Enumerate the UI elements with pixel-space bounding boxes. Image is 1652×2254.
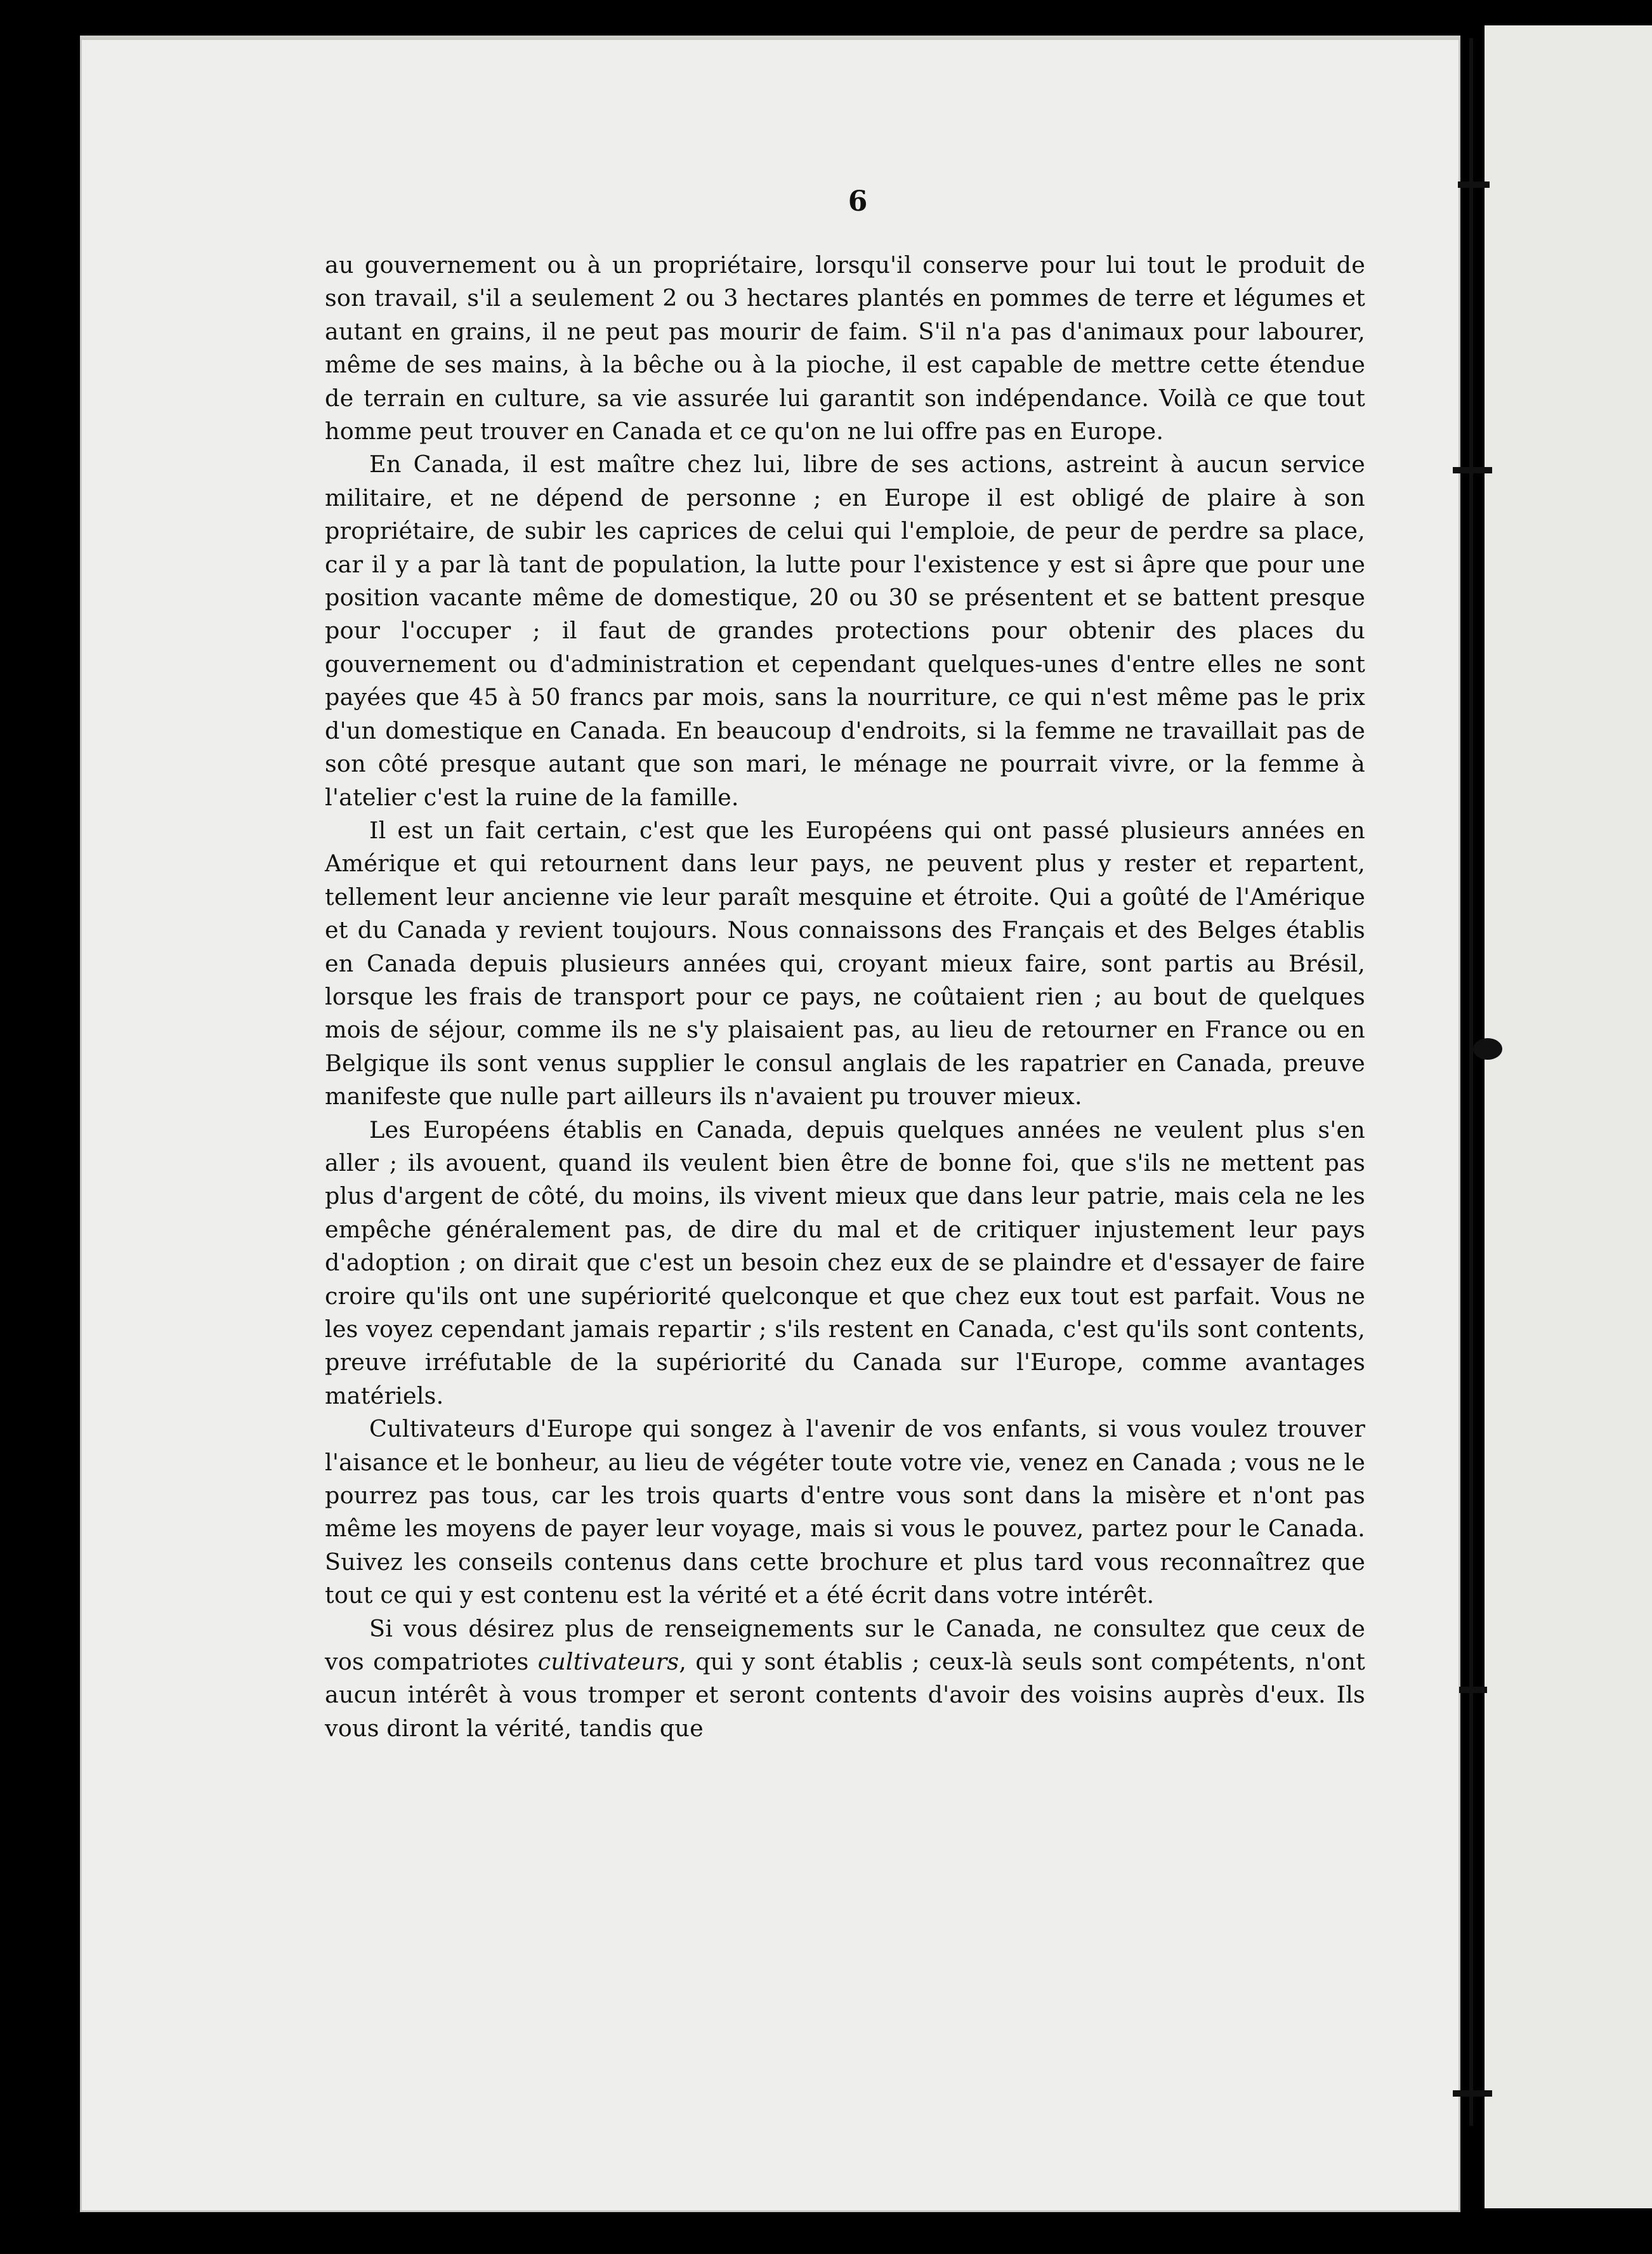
binding-blot	[1473, 1038, 1502, 1060]
binding-mark	[1459, 1687, 1487, 1693]
paragraph-6-start: Si vous désirez plus de renseignements sur le Canada, ne consultez que ceux de vos compatriotes	[325, 1614, 1365, 1676]
binding-line	[1469, 38, 1473, 2126]
adjacent-page-strip	[1485, 25, 1652, 2208]
binding-mark	[1453, 2090, 1492, 2097]
paragraph-6-end: , qui y sont établis ; ceux-là seuls sont compétents, n'ont aucun intérêt à vous tromper et seront contents d'avoir des voisins auprès d'eux. Ils vous diront la vérité, tandis que	[325, 1648, 1365, 1742]
emphasized-word: cultivateurs	[537, 1648, 679, 1676]
paragraph-4: Les Européens établis en Canada, depuis quelques années ne veulent plus s'en aller ; ils avouent, quand ils veulent bien être de bonne foi, que s'ils ne mettent pas plus d'argent de côté, du moins, ils vivent mieux que dans leur patrie, mais cela ne les empêche généralement pas, de dire du mal et de critiquer injustement leur pays d'adoption ; on dirait que c'est un besoin chez eux de se plaindre et d'essayer de faire croire qu'ils ont une supériorité quelconque et que chez eux tout est parfait. Vous ne les voyez cependant jamais repartir ; s'ils restent en Canada, c'est qu'ils sont contents, preuve irréfutable de la supériorité du Canada sur l'Europe, comme avantages matériels.	[325, 1116, 1365, 1409]
paragraph-1: au gouvernement ou à un propriétaire, lorsqu'il conserve pour lui tout le produit de son travail, s'il a seulement 2 ou 3 hectares plantés en pommes de terre et légumes et autant en grains, il ne peut pas mourir de faim. S'il n'a pas d'animaux pour labourer, même de ses mains, à la bêche ou à la pioche, il est capable de mettre cette étendue de terrain en culture, sa vie assurée lui garantit son indépendance. Voilà ce que tout homme peut trouver en Canada et ce qu'on ne lui offre pas en Europe.	[325, 251, 1365, 445]
paragraph-6	[325, 1612, 1365, 1746]
paragraph-2: En Canada, il est maître chez lui, libre de ses actions, astreint à aucun service militaire, et ne dépend de personne ; en Europe il est obligé de plaire à son propriétaire, de subir les caprices de celui qui l'emploie, de peur de perdre sa place, car il y a par là tant de population, la lutte pour l'existence y est si âpre que pour une position vacante même de domestique, 20 ou 30 se présentent et se battent presque pour l'occuper ; il faut de grandes protections pour obtenir des places du gouvernement ou d'administration et cependant quelques-unes d'entre elles ne sont payées que 45 à 50 francs par mois, sans la nourriture, ce qui n'est même pas le prix d'un domestique en Canada. En beaucoup d'endroits, si la femme ne travaillait pas de son côté presque autant que son mari, le ménage ne pourrait vivre, or la femme à l'atelier c'est la ruine de la famille.	[325, 451, 1365, 811]
page-number: 6	[848, 185, 868, 218]
paragraph-3: Il est un fait certain, c'est que les Européens qui ont passé plusieurs années en Amérique et qui retournent dans leur pays, ne peuvent plus y rester et repartent, tellement leur ancienne vie leur paraît mesquine et étroite. Qui a goûté de l'Amérique et du Canada y revient toujours. Nous connaissons des Français et des Belges établis en Canada depuis plusieurs années qui, croyant mieux faire, sont partis au Brésil, lorsque les frais de transport pour ce pays, ne coûtaient rien ; au bout de quelques mois de séjour, comme ils ne s'y plaisaient pas, au lieu de retourner en France ou en Belgique ils sont venus supplier le consul anglais de les rapatrier en Canada, preuve manifeste que nulle part ailleurs ils n'avaient pu trouver mieux.	[325, 816, 1365, 1111]
paragraph-5: Cultivateurs d'Europe qui songez à l'avenir de vos enfants, si vous voulez trouver l'aisance et le bonheur, au lieu de végéter toute votre vie, venez en Canada ; vous ne le pourrez pas tous, car les trois quarts d'entre vous sont dans la misère et n'ont pas même les moyens de payer leur voyage, mais si vous le pouvez, partez pour le Canada. Suivez les conseils contenus dans cette brochure et plus tard vous reconnaîtrez que tout ce qui y est contenu est la vérité et a été écrit dans votre intérêt.	[325, 1415, 1365, 1609]
body-text	[325, 249, 1365, 1745]
binding-mark	[1453, 467, 1492, 473]
